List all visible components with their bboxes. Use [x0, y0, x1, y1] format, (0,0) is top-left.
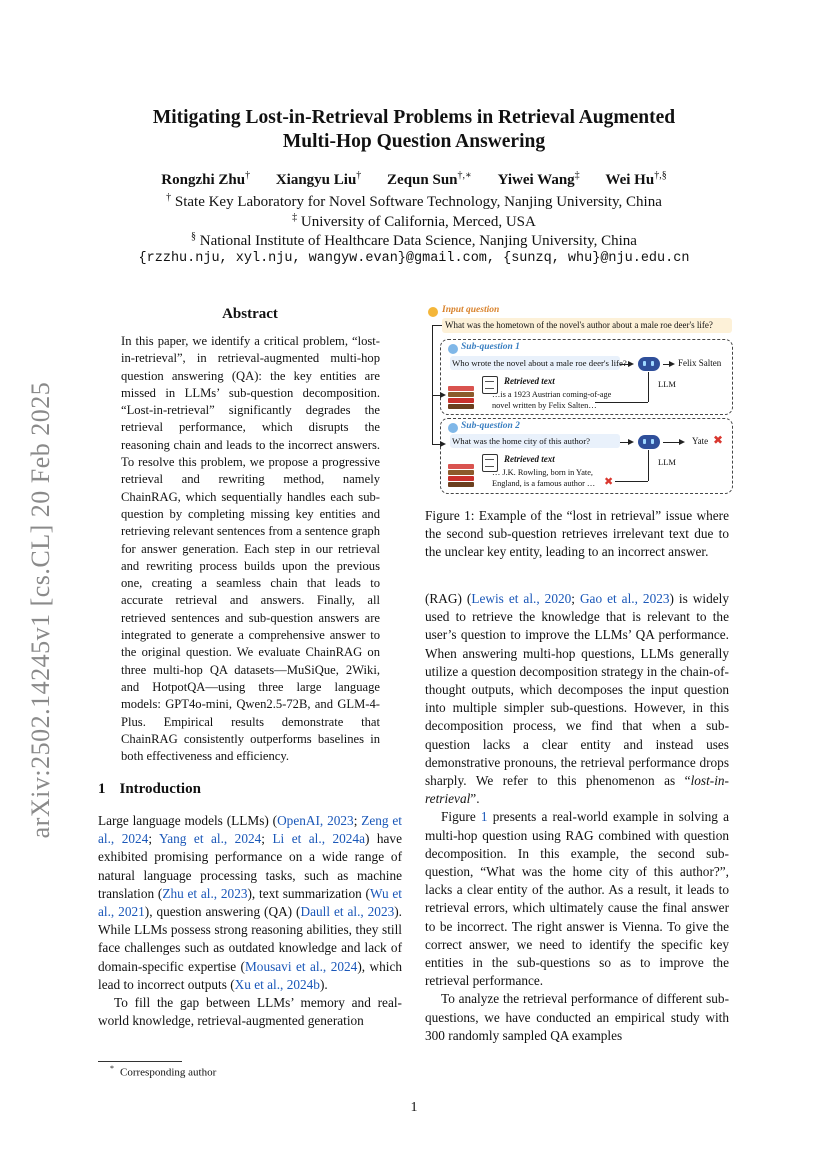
author: Zequn Sun†,∗ — [387, 170, 472, 188]
lightbulb-icon — [428, 307, 438, 317]
paragraph: (RAG) (Lewis et al., 2020; Gao et al., 2023) is widely used to retrieve the knowledge that is relevant to the user’s question to improve the LLMs’ QA performance. When answering multi-hop questions, LLMs generally utilize a question decomposition strategy in the chain-of-thought outputs, which decomposes the input question into multiple simpler sub-questions. However, in this decomposition process, we find that when a sub-question lacks a clear entity and instead uses demonstrative pronouns, the retrieval performance drops sharply. We refer to this phenomenon as “lost-in-retrieval”. — [425, 591, 729, 807]
introduction-body — [98, 812, 402, 1030]
paragraph: Large language models (LLMs) (OpenAI, 2023; Zeng et al., 2024; Yang et al., 2024; Li et al., 2024a) have exhibited promising performance on a wide range of natural language processing tasks, such as machine translation (Zhu et al., 2023), text summarization (Wu et al., 2021), question answering (QA) (Daull et al., 2023). While LLMs possess strong reasoning abilities, they still face challenges such as outdated knowledge and lack of domain-specific expertise (Mousavi et al., 2024), which lead to incorrect outputs (Xu et al., 2024b). — [98, 813, 403, 992]
author: Wei Hu†,§ — [605, 170, 667, 188]
robot-icon — [638, 357, 660, 371]
input-question-text: What was the hometown of the novel's author about a male roe deer's life? — [445, 320, 713, 330]
abstract-heading: Abstract — [222, 306, 278, 322]
citation-link[interactable]: Li et al., 2024a — [272, 831, 365, 847]
sub-question-2-label: Sub-question 2 — [461, 421, 520, 431]
citation-link[interactable]: Yang et al., 2024 — [158, 831, 262, 847]
books-icon — [448, 464, 474, 488]
citation-link[interactable]: Mousavi et al., 2024 — [244, 958, 358, 974]
sub-question-1-label: Sub-question 1 — [461, 342, 520, 352]
abstract-text: In this paper, we identify a critical problem, “lost-in-retrieval”, in retrieval-augmented multi-hop question answering (QA): the key entities are missed in LLMs’ sub-question decomposition. “Lost-in-retrieval” significantly degrades the retrieval performance, which disrupts the reasoning chain and leads to the incorrect answers. To resolve this problem, we propose a progressive retrieval and rewriting method, namely ChainRAG, which sequentially handles each sub-question by completing missing key entities and retrieving relevant sentences from a sentence graph for answer generation. Each step in our retrieval and rewriting process builds upon the previous one, creating a seamless chain that leads to accurate retrieval and answers. Finally, all retrieved sentences and sub-question answers are integrated to generate a comprehensive answer to the original question. We evaluate ChainRAG on three multi-hop QA datasets—MuSiQue, 2Wiki, and HotpotQA—using three large language models: GPT4o-mini, Qwen2.5-72B, and GLM-4-Plus. Empirical results demonstrate that ChainRAG consistently outperforms baselines in both effectiveness and efficiency. — [121, 334, 380, 764]
paragraph: To fill the gap between LLMs’ memory and real-world knowledge, retrieval-augmented generation — [98, 995, 402, 1029]
citation-link[interactable]: Zhu et al., 2023 — [162, 885, 248, 901]
paragraph: Figure 1 presents a real-world example in solving a multi-hop question using RAG combined with question decomposition. In this example, the second sub-question, “What was the home city of this author?”, lacks a clear entity of the author. As a result, it leads to retrieval errors, which ultimately cause the final answer to be incorrect. The right answer is Vienna. To give the correct answer, we need to identify the specific key entities in the sub-questions so as to improve the retrieval performance. — [425, 809, 729, 989]
retrieved-text-1-line: novel written by Felix Salten… — [492, 401, 597, 410]
title-line-1: Mitigating Lost-in-Retrieval Problems in Retrieval Augmented — [152, 107, 676, 128]
arrow-icon — [620, 364, 632, 365]
section-heading-introduction: 1 Introduction — [98, 781, 201, 797]
author: Xiangyu Liu† — [275, 170, 362, 188]
page-number: 1 — [410, 1100, 418, 1115]
wrong-answer-icon: ✖ — [713, 433, 724, 447]
author-list — [100, 170, 728, 189]
paper-title — [100, 106, 728, 154]
citation-link[interactable]: Zeng et al., 2024 — [98, 813, 402, 847]
sub-question-2-text: What was the home city of this author? — [452, 436, 591, 446]
connector — [615, 481, 648, 482]
citation-link[interactable]: Daull et al., 2023 — [300, 904, 395, 920]
arrow-icon — [663, 442, 683, 443]
connector — [432, 325, 442, 326]
footnote-rule — [98, 1061, 182, 1062]
retrieved-text-2-line: … J.K. Rowling, born in Yate, — [492, 468, 593, 477]
retrieved-text-2-label: Retrieved text — [504, 454, 555, 464]
wrong-retrieval-icon: ✖ — [604, 476, 614, 488]
citation-link[interactable]: OpenAI, 2023 — [277, 813, 354, 828]
llm-label: LLM — [658, 457, 676, 467]
author: Yiwei Wang‡ — [497, 170, 580, 188]
arrow-icon — [663, 364, 673, 365]
figure-1-caption: Figure 1: Example of the “lost in retrieval” issue where the second sub-question retrieves irrelevant text due to the unclear key entity, leading to an incorrect answer. — [425, 508, 729, 560]
figure-1-diagram — [420, 298, 734, 498]
retrieved-text-1-line: …is a 1923 Austrian coming-of-age — [492, 390, 612, 399]
footnote: * Corresponding author — [110, 1064, 217, 1079]
connector — [648, 372, 649, 402]
sub-question-1-text: Who wrote the novel about a male roe deer's life? — [452, 358, 627, 368]
author-emails: {rzzhu.nju, xyl.nju, wangyw.evan}@gmail.com, {sunzq, whu}@nju.edu.cn — [138, 251, 690, 266]
citation-link[interactable]: Wu et al., 2021 — [98, 885, 402, 920]
affiliation: ‡ University of California, Merced, USA — [292, 212, 536, 230]
right-column-body — [425, 590, 729, 1045]
sub-question-1-answer: Felix Salten — [678, 358, 722, 368]
arxiv-id: arXiv:2502.14245v1 [cs.CL] 20 Feb 2025 — [26, 381, 55, 839]
retrieved-text-1-label: Retrieved text — [504, 376, 555, 386]
robot-icon — [638, 435, 660, 449]
lightbulb-icon — [448, 344, 458, 354]
arxiv-side-stamp — [16, 370, 66, 850]
affiliation: § National Institute of Healthcare Data Science, Nanjing University, China — [191, 231, 637, 249]
paragraph: To analyze the retrieval performance of different sub-questions, we have conducted an empirical study with 300 randomly sampled QA examples — [425, 991, 729, 1043]
connector — [595, 402, 648, 403]
figure-reference-link[interactable]: 1 — [480, 809, 488, 825]
sub-question-2-answer: Yate — [692, 436, 709, 446]
arrow-icon — [432, 444, 444, 445]
arrow-icon — [620, 442, 632, 443]
citation-link[interactable]: Gao et al., 2023 — [579, 591, 670, 606]
lightbulb-icon — [448, 423, 458, 433]
input-question-label: Input question — [442, 305, 500, 315]
llm-label: LLM — [658, 379, 676, 389]
arrow-icon — [432, 395, 444, 396]
citation-link[interactable]: Lewis et al., 2020 — [471, 591, 572, 606]
retrieved-text-2-line: England, is a famous author … — [492, 479, 596, 488]
books-icon — [448, 386, 474, 410]
connector — [648, 450, 649, 481]
title-line-2: Multi-Hop Question Answering — [282, 131, 546, 152]
author: Rongzhi Zhu† — [161, 170, 251, 188]
affiliation: † State Key Laboratory for Novel Software Technology, Nanjing University, China — [166, 192, 662, 210]
connector — [432, 325, 433, 445]
citation-link[interactable]: Xu et al., 2024b — [234, 976, 320, 992]
